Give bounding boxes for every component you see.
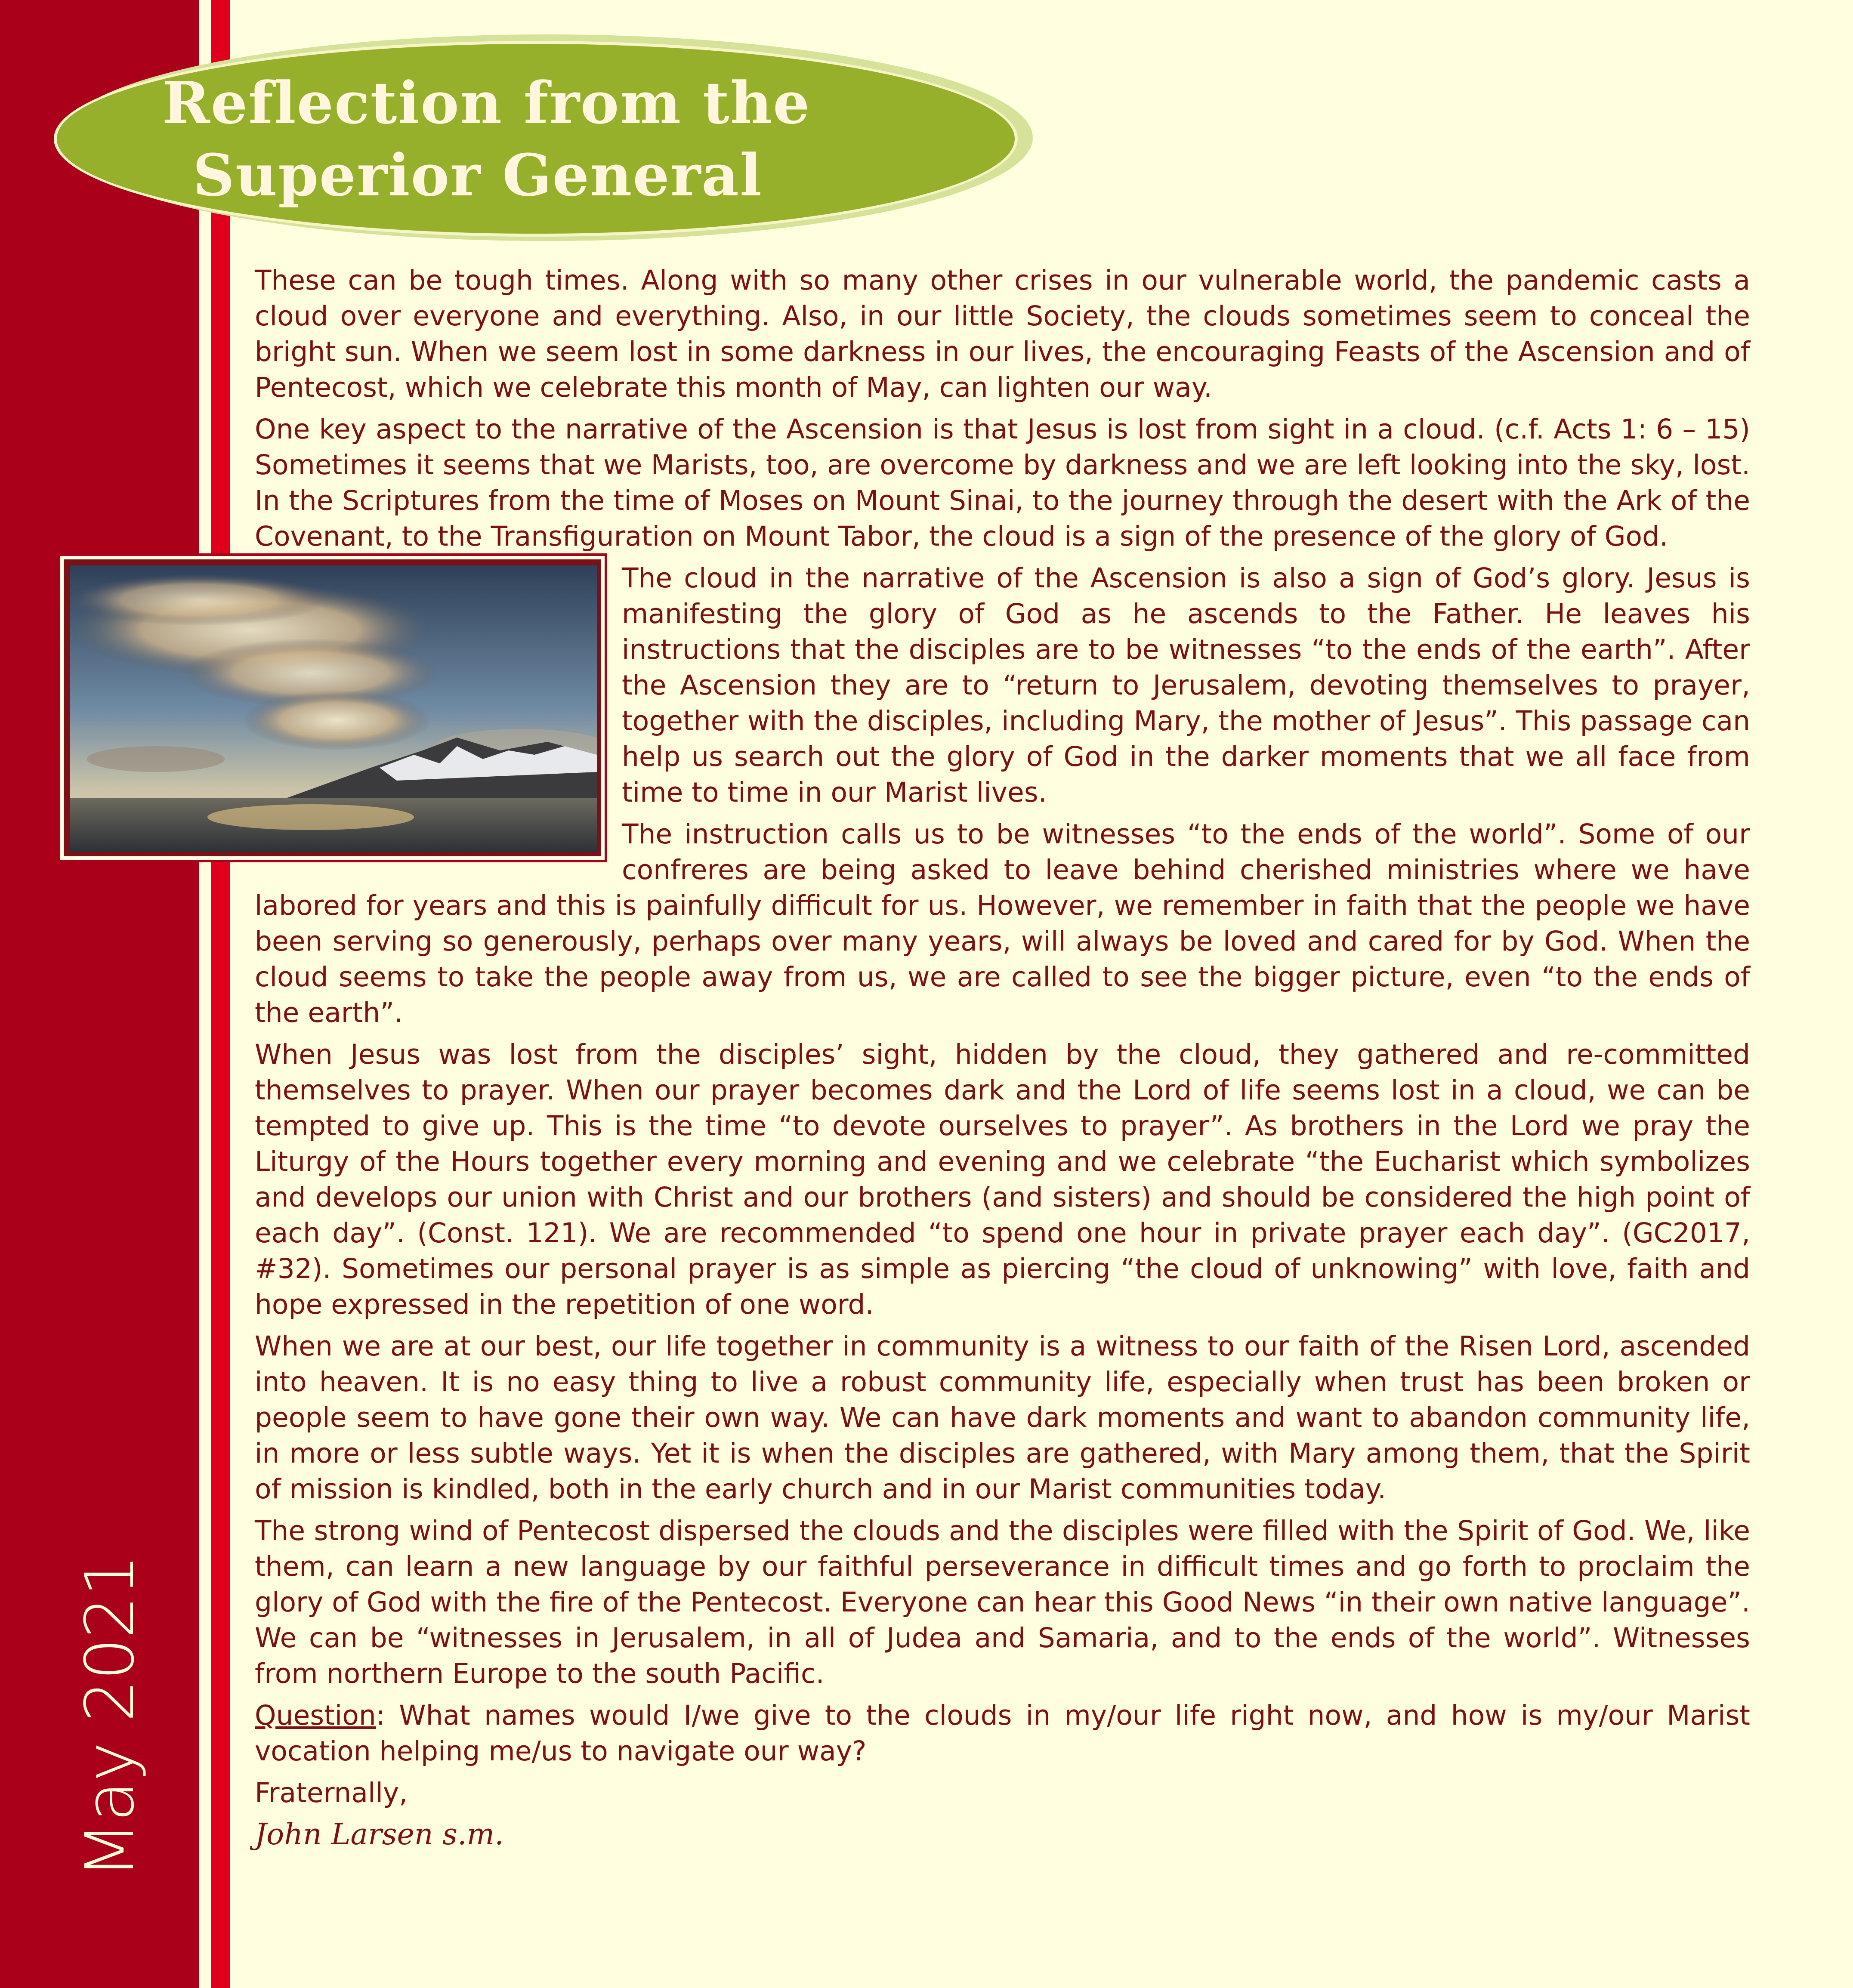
paragraph-7: The strong wind of Pentecost dispersed the clouds and the disciples were filled with the Spirit of God. We, like them, can learn a new language by our faithful perseverance in difficult times and go forth to proclaim the glory of God with the fire of the Pentecost. Everyone can hear this Good News “in their own native language”. We can be “witnesses in Jerusalem, in all of Judea and Samaria, and to the ends of the world”. Witnesses from northern Europe to the south Pacific. [255, 1515, 1750, 1689]
article-body [255, 262, 1750, 1852]
issue-date: May 2021 [71, 1555, 149, 1879]
paragraph-5: When Jesus was lost from the disciples’ sight, hidden by the cloud, they gathered and re-committed themselves to prayer. When our prayer becomes dark and the Lord of life seems lost in a cloud, we can be tempted to give up. This is the time “to devote ourselves to prayer”. As brothers in the Lord we pray the Liturgy of the Hours together every morning and evening and we celebrate “the Eucharist which symbolizes and develops our union with Christ and our brothers (and sisters) and should be considered the high point of each day”. (Const. 121). We are recommended “to spend one hour in private prayer each day”. (GC2017, #32). Sometimes our personal prayer is as simple as piercing “the cloud of unknowing” with love, faith and hope expressed in the repetition of one word. [255, 1039, 1750, 1320]
question-paragraph [255, 1698, 1750, 1769]
cloud-photo [60, 556, 605, 860]
sidebar-accent-bar [211, 0, 230, 1988]
paragraph-1: These can be tough times. Along with so many other crises in our vulnerable world, the pandemic casts a cloud over everyone and everything. Also, in our little Society, the clouds sometimes seem to conceal the bright sun. When we seem lost in some darkness in our lives, the encouraging Feasts of the Ascension and of Pentecost, which we celebrate this month of May, can lighten our way. [255, 265, 1750, 403]
question-text: : What names would I/we give to the clouds in my/our life right now, and how is my/our Marist vocation helping me/us to navigate our way? [255, 1700, 1750, 1767]
title-banner [54, 41, 1018, 237]
signature: John Larsen s.m. [255, 1818, 504, 1852]
paragraph-4: The instruction calls us to be witnesses “to the ends of the world”. Some of our confreres are being asked to leave behind cherished ministries where we have labored for years and this is painfully difficult for us. However, we remember in faith that the people we have been serving so generously, perhaps over many years, will always be loved and cared for by God. When the cloud seems to take the people away from us, we are called to see the bigger picture, even “to the ends of the earth”. [255, 818, 1750, 1028]
paragraph-3: The cloud in the narrative of the Ascension is also a sign of God’s glory. Jesus is manifesting the glory of God as he ascends to the Father. He leaves his instructions that the disciples are to be witnesses “to the ends of the earth”. After the Ascension they are to “return to Jerusalem, devoting themselves to prayer, together with the disciples, including Mary, the mother of Jesus”. This passage can help us search out the glory of God in the darker moments that we all face from time to time in our Marist lives. [622, 562, 1750, 808]
page-title-line-1: Reflection from the [162, 68, 811, 137]
closing: Fraternally, [255, 1777, 408, 1809]
sunset-clouds-image [70, 565, 597, 852]
page-title-line-2: Superior General [193, 141, 763, 209]
sidebar-stripe [199, 0, 211, 1988]
paragraph-6: When we are at our best, our life together in community is a witness to our faith of the Risen Lord, ascended into heaven. It is no easy thing to live a robust community life, especially when trust has been broken or people seem to have gone their own way. We can have dark moments and want to abandon community life, in more or less subtle ways. Yet it is when the disciples are gathered, with Mary among them, that the Spirit of mission is kindled, both in the early church and in our Marist communities today. [255, 1330, 1750, 1505]
paragraph-2: One key aspect to the narrative of the Ascension is that Jesus is lost from sight in a cloud. (c.f. Acts 1: 6 – 15) Sometimes it seems that we Marists, too, are overcome by darkness and we are left looking into the sky, lost. In the Scriptures from the time of Moses on Mount Sinai, to the journey through the desert with the Ark of the Covenant, to the Transfiguration on Mount Tabor, the cloud is a sign of the presence of the glory of God. [255, 414, 1750, 552]
question-label: Question [255, 1700, 376, 1731]
